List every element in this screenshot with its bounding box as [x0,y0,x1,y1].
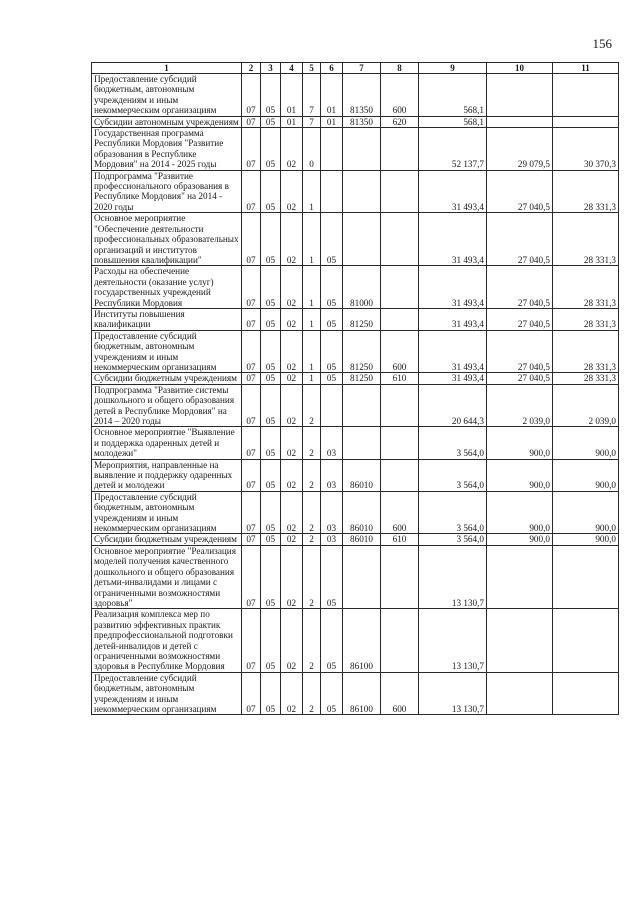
table-row [92,427,619,459]
cell-col9: 3 564,0 [419,534,487,545]
cell-name: Предоставление субсидий бюджетным, автономным учреждениям и иным некоммерческим организациям [92,491,242,534]
cell-col7: 81250 [343,330,381,373]
cell-col8: 600 [381,330,419,373]
cell-col8 [381,266,419,309]
cell-col4: 02 [281,609,303,672]
cell-col6 [321,384,343,427]
cell-col3: 05 [261,427,281,459]
page-number: 156 [592,36,612,51]
cell-col7 [343,545,381,608]
cell-col5: 7 [303,74,321,117]
cell-col8 [381,459,419,491]
cell-col7 [343,128,381,171]
cell-col3: 05 [261,330,281,373]
cell-name: Основное мероприятие "Выявление и поддержка одаренных детей и молодежи" [92,427,242,459]
cell-col10: 27 040,5 [487,308,553,330]
cell-name: Расходы на обеспечение деятельности (оказание услуг) государственных учреждений Республики Мордовия [92,266,242,309]
cell-col9: 13 130,7 [419,672,487,715]
cell-col7 [343,170,381,213]
cell-col2: 07 [242,308,261,330]
cell-col8: 600 [381,491,419,534]
cell-col6: 05 [321,672,343,715]
cell-col2: 07 [242,170,261,213]
cell-col3: 05 [261,459,281,491]
cell-col2: 07 [242,116,261,127]
table-row [92,128,619,171]
cell-name: Подпрограмма "Развитие профессионального образования в Республике Мордовия" на 2014 - 2020 годы [92,170,242,213]
cell-col10 [487,545,553,608]
cell-col2: 07 [242,609,261,672]
cell-col8: 600 [381,672,419,715]
cell-col10 [487,609,553,672]
cell-col2: 07 [242,128,261,171]
cell-col8 [381,170,419,213]
table-row [92,609,619,672]
cell-name: Основное мероприятие "Обеспечение деятельности профессиональных образовательных организаций и институтов повышения квалификации" [92,213,242,266]
cell-col5: 2 [303,545,321,608]
cell-col6: 01 [321,116,343,127]
table-row [92,459,619,491]
cell-col11: 900,0 [553,534,619,545]
cell-col7: 86100 [343,672,381,715]
cell-col8 [381,384,419,427]
cell-col8: 610 [381,534,419,545]
cell-col6: 05 [321,545,343,608]
cell-col7: 86010 [343,534,381,545]
cell-col7: 81250 [343,373,381,384]
cell-col4: 02 [281,545,303,608]
cell-col10 [487,116,553,127]
cell-col8: 600 [381,74,419,117]
budget-table [91,62,619,715]
cell-col11: 900,0 [553,427,619,459]
cell-col10: 900,0 [487,427,553,459]
cell-col5: 0 [303,128,321,171]
cell-col7: 86100 [343,609,381,672]
table-row [92,308,619,330]
cell-name: Предоставление субсидий бюджетным, автономным учреждениям и иным некоммерческим организациям [92,330,242,373]
cell-name: Предоставление субсидий бюджетным, автономным учреждениям и иным некоммерческим организациям [92,672,242,715]
cell-col5: 1 [303,373,321,384]
cell-col2: 07 [242,330,261,373]
cell-col3: 05 [261,672,281,715]
cell-name: Субсидии бюджетным учреждениям [92,534,242,545]
cell-col3: 05 [261,170,281,213]
cell-col11: 28 331,3 [553,330,619,373]
cell-col4: 02 [281,491,303,534]
cell-name: Мероприятия, направленные на выявление и поддержку одаренных детей и молодежи [92,459,242,491]
cell-col11: 900,0 [553,491,619,534]
cell-col8 [381,427,419,459]
cell-col4: 02 [281,534,303,545]
cell-name: Институты повышения квалификации [92,308,242,330]
cell-col9: 31 493,4 [419,308,487,330]
cell-col5: 1 [303,266,321,309]
cell-col11 [553,609,619,672]
cell-col5: 1 [303,308,321,330]
cell-col8 [381,213,419,266]
cell-col7: 81350 [343,116,381,127]
cell-col9: 568,1 [419,74,487,117]
cell-col9: 31 493,4 [419,170,487,213]
table-row [92,266,619,309]
cell-col4: 02 [281,384,303,427]
cell-col3: 05 [261,384,281,427]
cell-col11: 28 331,3 [553,373,619,384]
cell-col6: 05 [321,330,343,373]
cell-col2: 07 [242,491,261,534]
cell-col9: 20 644,3 [419,384,487,427]
column-header: 5 [303,63,321,74]
cell-col4: 02 [281,213,303,266]
table-row [92,170,619,213]
cell-col5: 2 [303,609,321,672]
cell-col8: 620 [381,116,419,127]
cell-col9: 31 493,4 [419,266,487,309]
cell-col10 [487,672,553,715]
cell-col11 [553,545,619,608]
cell-col3: 05 [261,609,281,672]
cell-col6: 01 [321,74,343,117]
cell-col9: 13 130,7 [419,609,487,672]
column-header: 7 [343,63,381,74]
cell-col7 [343,213,381,266]
cell-col6: 05 [321,213,343,266]
cell-col9: 31 493,4 [419,330,487,373]
cell-col6 [321,170,343,213]
cell-col2: 07 [242,266,261,309]
cell-col9: 3 564,0 [419,459,487,491]
cell-col9: 568,1 [419,116,487,127]
cell-col4: 02 [281,170,303,213]
cell-col10: 900,0 [487,491,553,534]
cell-col9: 13 130,7 [419,545,487,608]
cell-col2: 07 [242,384,261,427]
cell-col9: 31 493,4 [419,213,487,266]
cell-col2: 07 [242,545,261,608]
cell-col9: 3 564,0 [419,491,487,534]
cell-col5: 2 [303,491,321,534]
cell-col6: 03 [321,534,343,545]
cell-col10: 2 039,0 [487,384,553,427]
cell-col8: 610 [381,373,419,384]
cell-col11 [553,116,619,127]
cell-name: Субсидии бюджетным учреждениям [92,373,242,384]
cell-col8 [381,308,419,330]
cell-col9: 52 137,7 [419,128,487,171]
cell-col5: 2 [303,427,321,459]
cell-col7: 81250 [343,308,381,330]
cell-name: Подпрограмма "Развитие системы дошкольного и общего образования детей в Республике Мордовия" на 2014 – 2020 годы [92,384,242,427]
cell-col5: 2 [303,672,321,715]
cell-col4: 02 [281,330,303,373]
cell-name: Предоставление субсидий бюджетным, автономным учреждениям и иным некоммерческим организациям [92,74,242,117]
table-row [92,116,619,127]
cell-col7 [343,427,381,459]
cell-col8 [381,128,419,171]
column-header: 11 [553,63,619,74]
cell-col4: 02 [281,266,303,309]
cell-col10: 27 040,5 [487,373,553,384]
cell-col10: 900,0 [487,459,553,491]
cell-col2: 07 [242,459,261,491]
cell-col5: 1 [303,213,321,266]
cell-col5: 7 [303,116,321,127]
cell-col3: 05 [261,491,281,534]
column-header: 8 [381,63,419,74]
cell-col11: 28 331,3 [553,266,619,309]
cell-col4: 02 [281,427,303,459]
cell-col9: 3 564,0 [419,427,487,459]
table-row [92,373,619,384]
cell-col3: 05 [261,373,281,384]
cell-name: Реализация комплекса мер по развитию эффективных практик предпрофессиональной подготовки детей-инвалидов и детей с ограниченными возможностями здоровья в Республике Мордовия [92,609,242,672]
cell-col7: 86010 [343,491,381,534]
cell-col11 [553,672,619,715]
table-row [92,545,619,608]
cell-col11: 28 331,3 [553,170,619,213]
table-row [92,330,619,373]
column-header: 1 [92,63,242,74]
cell-col11: 28 331,3 [553,308,619,330]
cell-name: Государственная программа Республики Мордовия "Развитие образования в Республике Мордовия" на 2014 - 2025 годы [92,128,242,171]
cell-col5: 2 [303,534,321,545]
cell-col7 [343,384,381,427]
cell-col11: 28 331,3 [553,213,619,266]
cell-col2: 07 [242,534,261,545]
cell-col3: 05 [261,308,281,330]
cell-col5: 1 [303,330,321,373]
table-row [92,672,619,715]
cell-col4: 02 [281,459,303,491]
cell-col3: 05 [261,545,281,608]
cell-col10: 29 079,5 [487,128,553,171]
cell-col3: 05 [261,116,281,127]
cell-col6: 05 [321,373,343,384]
cell-col11 [553,74,619,117]
cell-col6: 05 [321,609,343,672]
cell-col4: 01 [281,116,303,127]
cell-col11: 30 370,3 [553,128,619,171]
cell-col3: 05 [261,213,281,266]
table-row [92,534,619,545]
cell-col4: 01 [281,74,303,117]
cell-col2: 07 [242,427,261,459]
cell-col10: 27 040,5 [487,170,553,213]
cell-col6: 05 [321,266,343,309]
table-row [92,491,619,534]
cell-col6: 05 [321,308,343,330]
cell-col10: 900,0 [487,534,553,545]
column-header: 9 [419,63,487,74]
cell-col3: 05 [261,534,281,545]
column-header: 4 [281,63,303,74]
cell-col7: 81350 [343,74,381,117]
cell-col3: 05 [261,74,281,117]
cell-col11: 900,0 [553,459,619,491]
cell-col6: 03 [321,427,343,459]
cell-col7: 86010 [343,459,381,491]
cell-col8 [381,609,419,672]
cell-col10: 27 040,5 [487,266,553,309]
cell-col11: 2 039,0 [553,384,619,427]
cell-col4: 02 [281,128,303,171]
column-header: 3 [261,63,281,74]
cell-col2: 07 [242,213,261,266]
table-row [92,213,619,266]
cell-col5: 1 [303,170,321,213]
cell-name: Субсидии автономным учреждениям [92,116,242,127]
cell-col2: 07 [242,373,261,384]
cell-col5: 2 [303,384,321,427]
cell-col2: 07 [242,74,261,117]
column-header: 2 [242,63,261,74]
column-header: 6 [321,63,343,74]
cell-name: Основное мероприятие "Реализация моделей получения качественного дошкольного и общего образования детьми-инвалидами и лицами с ограниченными возможностями здоровья" [92,545,242,608]
cell-col4: 02 [281,308,303,330]
cell-col5: 2 [303,459,321,491]
cell-col8 [381,545,419,608]
table-row [92,74,619,117]
cell-col6: 03 [321,491,343,534]
cell-col2: 07 [242,672,261,715]
cell-col4: 02 [281,672,303,715]
cell-col4: 02 [281,373,303,384]
cell-col7: 81000 [343,266,381,309]
cell-col10 [487,74,553,117]
table-row [92,384,619,427]
cell-col6: 03 [321,459,343,491]
cell-col10: 27 040,5 [487,330,553,373]
header-row [92,63,619,74]
column-header: 10 [487,63,553,74]
cell-col3: 05 [261,266,281,309]
cell-col10: 27 040,5 [487,213,553,266]
cell-col6 [321,128,343,171]
cell-col9: 31 493,4 [419,373,487,384]
cell-col3: 05 [261,128,281,171]
